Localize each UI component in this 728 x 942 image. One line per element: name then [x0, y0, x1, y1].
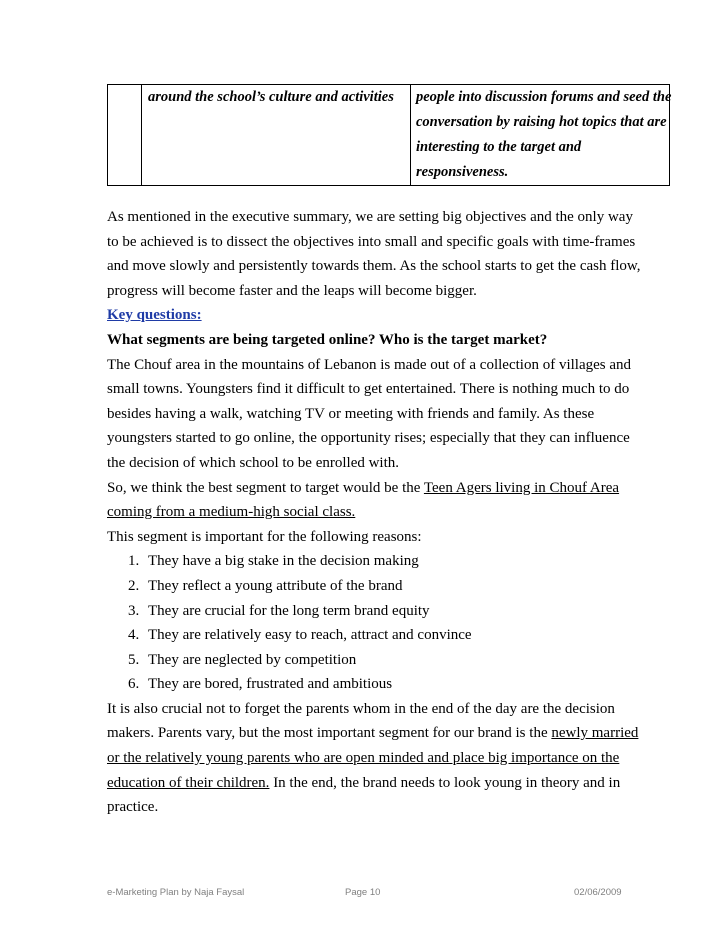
segment-highlight: Teen Agers living in Chouf Area: [423, 479, 620, 496]
segment-line: [107, 500, 627, 525]
cell-line: people into discussion forums and seed the: [416, 89, 672, 105]
segment-prefix: So, we think the best segment to target would be the: [107, 479, 424, 496]
continued-table: [107, 84, 670, 186]
segment-highlight: coming from a medium-high social class.: [107, 504, 356, 521]
parents-highlight: or the relatively young parents who are open minded and place big importance on the: [107, 750, 620, 767]
parents-rest: In the end, the brand needs to look young in theory and in: [269, 774, 621, 791]
list-item: [107, 623, 627, 648]
list-number: 2.: [128, 577, 140, 594]
footer-page-number: Page 10: [345, 887, 381, 898]
table-cell-description: [142, 85, 411, 186]
question-heading: What segments are being targeted online? Who is the target market?: [107, 331, 548, 348]
table-cell-action: [411, 85, 670, 186]
key-questions-heading[interactable]: [107, 303, 627, 328]
parents-line: [107, 746, 627, 771]
list-item: [107, 648, 627, 673]
list-number: 5.: [128, 651, 140, 668]
list-number: 6.: [128, 676, 140, 693]
list-text: They reflect a young attribute of the brand: [148, 577, 403, 594]
list-text: They are bored, frustrated and ambitious: [148, 676, 393, 693]
parents-line: [107, 721, 639, 746]
chouf-line: besides having a walk, watching TV or meeting with friends and family. As these: [107, 405, 595, 422]
list-number: 1.: [128, 553, 140, 570]
footer-title: e-Marketing Plan by Naja Faysal: [107, 887, 245, 898]
parents-highlight: newly married: [551, 725, 639, 742]
document-body: [107, 205, 641, 820]
list-text: They are crucial for the long term brand equity: [148, 602, 430, 619]
chouf-line: youngsters started to go online, the opportunity rises; especially that they can influence: [107, 430, 630, 447]
intro-line: As mentioned in the executive summary, we are setting big objectives and the only way: [107, 209, 633, 225]
footer-date: 02/06/2009: [574, 887, 622, 898]
cell-line: interesting to the target and: [416, 139, 582, 155]
key-questions-link[interactable]: Key questions:: [107, 307, 202, 324]
parents-line: It is also crucial not to forget the parents whom in the end of the day are the decision: [107, 700, 615, 717]
cell-line: conversation by raising hot topics that are: [416, 114, 667, 130]
cell-line: responsiveness.: [416, 164, 509, 180]
list-text: They are relatively easy to reach, attract and convince: [148, 627, 472, 644]
list-item: [107, 672, 627, 697]
chouf-line: the decision of which school to be enrolled with.: [107, 454, 400, 471]
parents-line: practice.: [107, 799, 159, 816]
chouf-line: The Chouf area in the mountains of Lebanon is made out of a collection of villages and: [107, 356, 632, 373]
table-row: [108, 85, 670, 186]
list-number: 3.: [128, 602, 140, 619]
list-text: They are neglected by competition: [148, 651, 357, 668]
intro-line: and move slowly and persistently towards them. As the school starts to get the cash flow,: [107, 258, 641, 275]
list-text: They have a big stake in the decision making: [148, 553, 419, 570]
list-number: 4.: [128, 627, 140, 644]
table-cell-empty: [108, 85, 142, 186]
intro-line: to be achieved is to dissect the objectives into small and specific goals with time-frames: [107, 233, 636, 250]
reasons-intro: This segment is important for the following reasons:: [107, 528, 422, 545]
intro-line: progress will become faster and the leaps will become bigger.: [107, 282, 477, 299]
chouf-line: small towns. Youngsters find it difficult to get entertained. There is nothing much to do: [107, 381, 630, 398]
parents-prefix: makers. Parents vary, but the most important segment for our brand is the: [107, 725, 552, 742]
segment-line: [107, 476, 627, 501]
parents-line: [107, 771, 627, 796]
cell-line: around the school’s culture and activities: [148, 89, 394, 105]
parents-highlight: education of their children.: [107, 774, 270, 791]
list-item: [107, 599, 627, 624]
list-item: [107, 549, 627, 574]
list-item: [107, 574, 627, 599]
